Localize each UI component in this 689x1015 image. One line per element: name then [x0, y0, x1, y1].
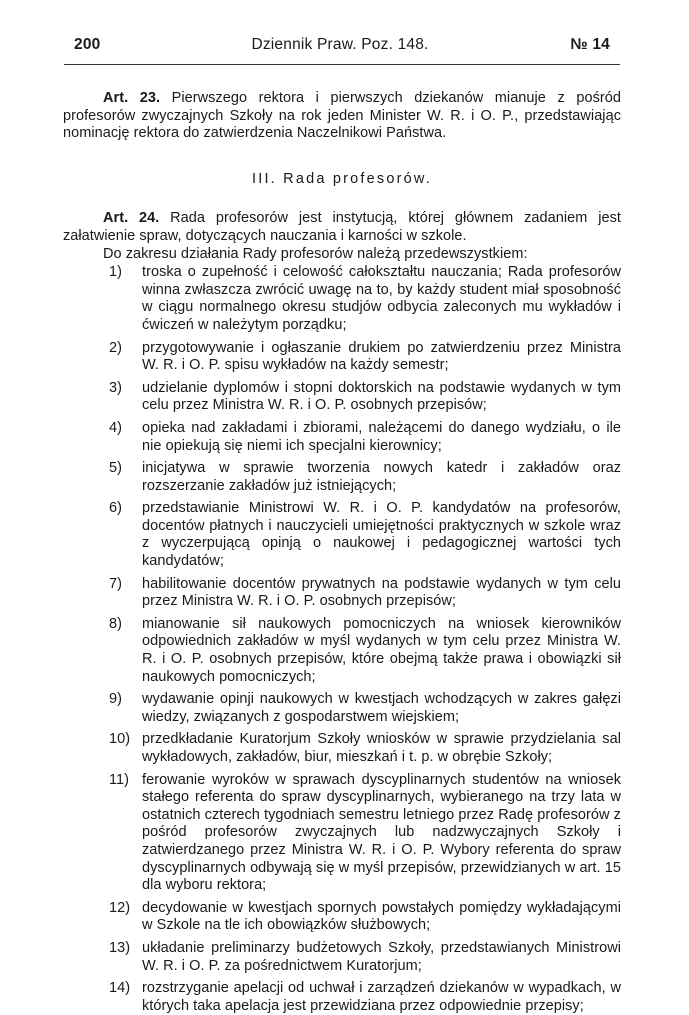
journal-title: Dziennik Praw. Poz. 148.: [251, 36, 429, 53]
list-item: [63, 380, 621, 415]
list-item-number: 8): [109, 615, 122, 632]
list-item-number: 2): [109, 339, 122, 356]
list-item: [63, 731, 621, 766]
list-item-number: 11): [109, 771, 130, 788]
list-item-text: przedstawianie Ministrowi W. R. i O. P. kandydatów na profesorów, docentów płatnych i nauczycieli umiejętności praktycznych w szkole wraz z wyczerpującą opinją o naukowej i pedagogicznej wartości tych kandydatów;: [142, 500, 621, 570]
list-item-text: habilitowanie docentów prywatnych na podstawie wydanych w tym celu przez Ministra W. R. i O. P. osobnych przepisów;: [142, 575, 621, 610]
list-item-text: przedkładanie Kuratorjum Szkoły wniosków w sprawie przydzielania sal wykładowych, zakładów, biur, mieszkań i t. p. w obrębie Szkoły;: [142, 731, 621, 765]
list-item-text: troska o zupełność i celowość całokształtu nauczania; Rada profesorów winna zwłaszcza zwrócić uwagę na to, by każdy student miał sposobność w ciągu normalnego okresu studjów odbycia zaleconych mu wykładów i ćwiczeń w należytym porządku;: [142, 264, 621, 333]
list-item-text: układanie preliminarzy budżetowych Szkoły, przedstawianych Ministrowi W. R. i O. P. za pośrednictwem Kuratorjum;: [142, 939, 621, 974]
list-item-number: 13): [109, 939, 131, 956]
list-item-number: 3): [109, 379, 122, 396]
list-item: [63, 980, 621, 1015]
list-item-number: 6): [109, 500, 122, 517]
list-item-text: ferowanie wyroków w sprawach dyscyplinarnych studentów na wniosek stałego referenta do spraw dyscyplinarnych, wybieranego na trzy lata w ostatnich czterech tygodniach semestru letniego przez Radę profesorów z pośród profesorów zwyczajnych lub nadzwyczajnych Szkoły i zatwierdzanego przez Ministra W. R. i O. P. Wybory referenta do spraw dyscyplinarnych odbywają się w myśl przepisów, przewidzianych w art. 15 dla wyboru rektora;: [142, 771, 621, 894]
list-item-text: decydowanie w kwestjach spornych powstałych pomiędzy wykładającymi w Szkole na tle ich obowiązków służbowych;: [142, 899, 621, 934]
list-item-text: mianowanie sił naukowych pomocniczych na wniosek kierowników odpowiednich zakładów w myśl wydanych w tym celu przez Ministra W. R. i O. P. osobnych przepisów, które obejmą także prawa i obowiązki sił naukowych pomocniczych;: [142, 615, 621, 685]
list-item: [63, 264, 621, 334]
list-item: [63, 500, 621, 570]
header-divider: [64, 64, 620, 65]
list-item: [63, 691, 621, 726]
list-item: [63, 340, 621, 375]
list-item: [63, 616, 621, 686]
list-item: [63, 460, 621, 495]
list-item-number: 5): [109, 460, 122, 477]
article-24: [63, 210, 621, 245]
list-item-number: 9): [109, 691, 122, 708]
list-item-text: inicjatywa w sprawie tworzenia nowych katedr i zakładów oraz rozszerzanie zakładów już istniejących;: [142, 460, 621, 494]
article-23-text: Pierwszego rektora i pierwszych dziekanów mianuje z pośród profesorów zwyczajnych Szkoły na rok jeden Minister W. R. i O. P., przedstawiając nominację rektora do zatwierdzenia Naczelnikowi Państwa.: [63, 90, 621, 142]
article-24-label: Art. 24.: [103, 210, 160, 227]
article-24-intro: Do zakresu działania Rady profesorów należą przedewszystkiem:: [103, 245, 528, 262]
list-item-number: 4): [109, 419, 122, 436]
article-23: [63, 90, 621, 143]
list-item-number: 10): [109, 731, 131, 748]
list-item-text: udzielanie dyplomów i stopni doktorskich na podstawie wydanych w tym celu przez Ministra W. R. i O. P. osobnych przepisów;: [142, 379, 621, 414]
list-item-number: 12): [109, 899, 131, 916]
list-item-number: 7): [109, 575, 122, 592]
list-item: [63, 420, 621, 455]
document-body: [63, 90, 621, 1015]
list-item: [63, 900, 621, 935]
page-header: [70, 36, 610, 60]
list-item-text: rozstrzyganie apelacji od uchwał i zarządzeń dziekanów w wypadkach, w których taka apelacja jest przewidziana przez odpowiednie przepisy;: [142, 980, 621, 1014]
duties-list: [63, 264, 621, 1015]
page-number: 200: [74, 36, 101, 53]
list-item-text: wydawanie opinji naukowych w kwestjach wchodzących w zakres gałęzi wiedzy, związanych z gospodarstwem wiejskiem;: [142, 691, 621, 725]
list-item-number: 14): [109, 980, 131, 997]
issue-number: № 14: [570, 36, 610, 53]
section-heading: III. Rada profesorów.: [252, 170, 432, 187]
article-24-text: Rada profesorów jest instytucją, której głównem zadaniem jest załatwienie spraw, dotyczących nauczania i karności w szkole.: [63, 210, 621, 244]
list-item: [63, 772, 621, 895]
list-item-number: 1): [109, 264, 122, 281]
list-item: [63, 576, 621, 611]
list-item-text: przygotowywanie i ogłaszanie drukiem po zatwierdzeniu przez Ministra W. R. i O. P. spisu wykładów na każdy semestr;: [142, 339, 621, 374]
list-item-text: opieka nad zakładami i zbiorami, należącemi do danego wydziału, o ile nie opiekują się niemi ich specjalni kierownicy;: [142, 419, 621, 454]
list-item: [63, 940, 621, 975]
article-23-label: Art. 23.: [103, 90, 161, 106]
